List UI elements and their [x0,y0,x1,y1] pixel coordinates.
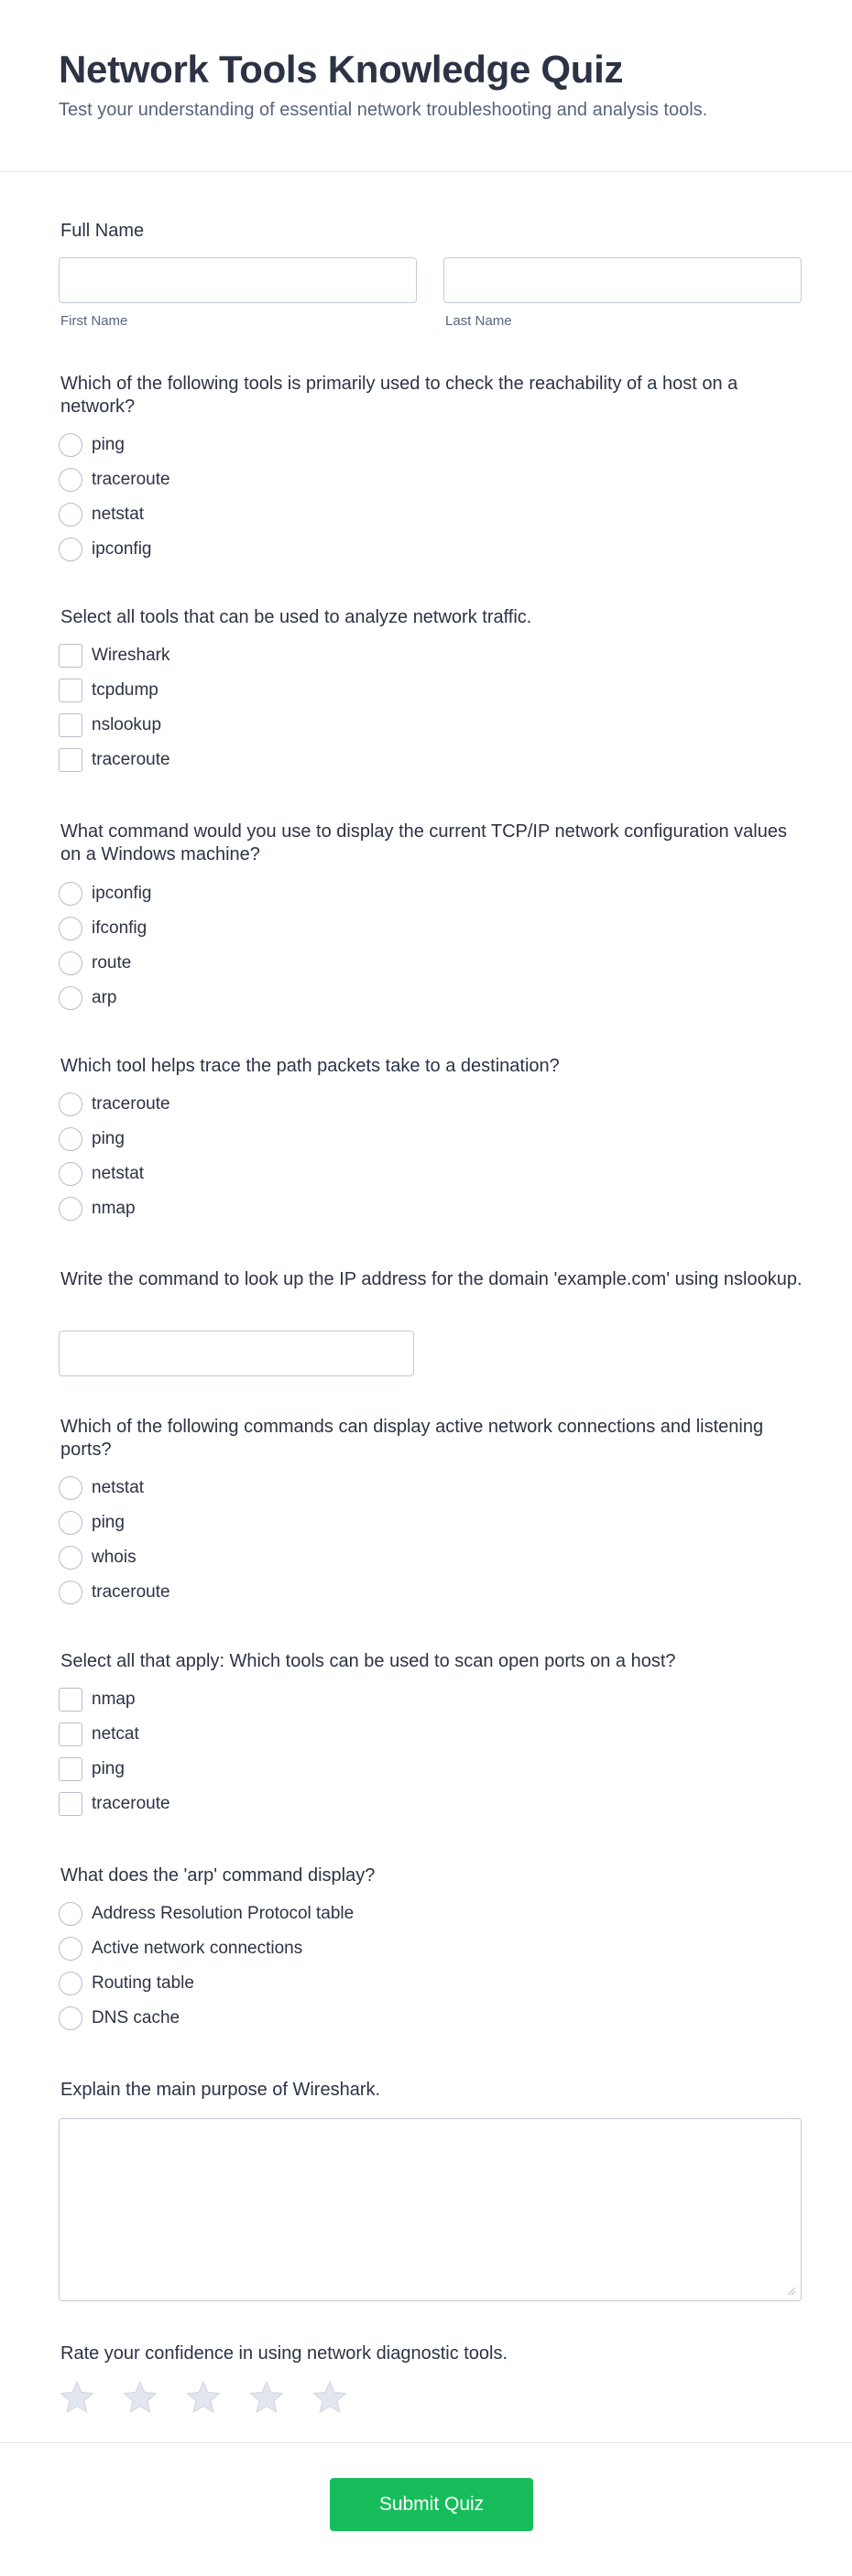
page-subtitle: Test your understanding of essential network troubleshooting and analysis tools. [59,100,708,120]
q8-option[interactable] [59,1935,302,1962]
checkbox[interactable] [59,1757,82,1781]
q8-option[interactable] [59,1970,194,1997]
option-label: ping [92,435,125,454]
checkbox[interactable] [59,1792,82,1816]
star-icon[interactable] [248,2379,285,2416]
checkbox[interactable] [59,748,82,772]
q6-option[interactable] [59,1544,137,1571]
q3-option[interactable] [59,950,131,977]
q6-option[interactable] [59,1579,170,1606]
q6-option[interactable] [59,1509,125,1537]
submit-button[interactable]: Submit Quiz [330,2478,533,2531]
form-footer [0,2442,852,2576]
radio-button[interactable] [59,1972,82,1995]
q1-option[interactable] [59,536,152,563]
option-label: ipconfig [92,539,152,559]
first-name-input[interactable] [59,257,417,303]
radio-button[interactable] [59,882,82,906]
radio-button[interactable] [59,1902,82,1926]
q7-option[interactable] [59,1755,125,1783]
radio-button[interactable] [59,2006,82,2030]
star-icon[interactable] [311,2379,348,2416]
question-5-label: Write the command to look up the IP address for the domain 'example.com' using nslookup. [60,1269,803,1289]
question-3-label: What command would you use to display the current TCP/IP network configuration values on a Windows machine? [60,821,787,864]
q2-option[interactable] [59,712,161,739]
option-label: ping [92,1129,125,1148]
q7-option[interactable] [59,1790,170,1818]
page-title: Network Tools Knowledge Quiz [59,48,624,91]
q4-option[interactable] [59,1160,144,1188]
q3-option[interactable] [59,915,147,942]
question-9-label: Explain the main purpose of Wireshark. [60,2080,381,2100]
nslookup-answer-input[interactable] [59,1331,414,1376]
last-name-sublabel: Last Name [445,313,512,329]
q7-option[interactable] [59,1686,136,1713]
star-icon[interactable] [122,2379,158,2416]
q8-option[interactable] [59,2005,180,2032]
question-8-label: What does the 'arp' command display? [60,1865,376,1886]
radio-button[interactable] [59,1162,82,1186]
option-label: traceroute [92,750,170,769]
q1-option[interactable] [59,501,144,528]
q6-option[interactable] [59,1474,144,1502]
q1-option[interactable] [59,431,125,459]
question-6-label: Which of the following commands can display active network connections and listening ports? [60,1417,764,1460]
q1-option[interactable] [59,466,170,494]
option-label: traceroute [92,1094,170,1114]
radio-button[interactable] [59,468,82,492]
checkbox[interactable] [59,1688,82,1712]
option-label: ping [92,1759,125,1778]
option-label: netstat [92,505,145,524]
option-label: ipconfig [92,884,152,903]
option-label: netstat [92,1164,145,1183]
option-label: netstat [92,1478,145,1497]
first-name-sublabel: First Name [60,313,128,329]
radio-button[interactable] [59,1127,82,1151]
q2-option[interactable] [59,677,158,704]
q3-option[interactable] [59,984,116,1012]
radio-button[interactable] [59,433,82,457]
question-10-label: Rate your confidence in using network diagnostic tools. [60,2343,508,2364]
option-label: nmap [92,1199,136,1218]
option-label: traceroute [92,1582,170,1602]
radio-button[interactable] [59,951,82,975]
option-label: route [92,953,132,973]
option-label: tcpdump [92,680,158,700]
radio-button[interactable] [59,1197,82,1221]
option-label: ifconfig [92,918,147,938]
radio-button[interactable] [59,538,82,561]
checkbox[interactable] [59,679,82,702]
radio-button[interactable] [59,986,82,1010]
checkbox[interactable] [59,1723,82,1746]
option-label: traceroute [92,1794,170,1813]
q4-option[interactable] [59,1195,136,1223]
full-name-label: Full Name [60,221,145,241]
checkbox[interactable] [59,713,82,737]
question-1-label: Which of the following tools is primarily used to check the reachability of a host on a network? [60,374,738,417]
star-rating [59,2379,370,2419]
radio-button[interactable] [59,1581,82,1604]
radio-button[interactable] [59,1937,82,1961]
form-header [0,0,852,172]
radio-button[interactable] [59,1092,82,1116]
q3-option[interactable] [59,880,152,908]
option-label: traceroute [92,470,170,489]
option-label: Active network connections [92,1939,303,1958]
option-label: arp [92,988,117,1007]
radio-button[interactable] [59,503,82,527]
checkbox[interactable] [59,644,82,668]
option-label: DNS cache [92,2008,180,2027]
radio-button[interactable] [59,1546,82,1570]
star-icon[interactable] [59,2379,95,2416]
radio-button[interactable] [59,1511,82,1535]
option-label: Wireshark [92,646,170,665]
quiz-form [0,172,852,2407]
radio-button[interactable] [59,1476,82,1500]
q7-option[interactable] [59,1721,139,1748]
q8-option[interactable] [59,1900,354,1928]
q4-option[interactable] [59,1125,125,1153]
option-label: ping [92,1513,125,1532]
wireshark-purpose-textarea[interactable] [59,2118,802,2301]
option-label: Address Resolution Protocol table [92,1904,355,1923]
star-icon[interactable] [185,2379,222,2416]
q2-option[interactable] [59,746,170,774]
question-2-label: Select all tools that can be used to analyze network traffic. [60,607,532,627]
q2-option[interactable] [59,642,170,669]
option-label: nmap [92,1690,136,1709]
option-label: Routing table [92,1973,194,1993]
last-name-input[interactable] [443,257,802,303]
option-label: netcat [92,1724,139,1744]
radio-button[interactable] [59,917,82,940]
option-label: whois [92,1548,137,1567]
question-4-label: Which tool helps trace the path packets take to a destination? [60,1056,560,1076]
resize-grip-icon[interactable] [787,2287,796,2296]
option-label: nslookup [92,715,162,734]
q4-option[interactable] [59,1091,170,1118]
question-7-label: Select all that apply: Which tools can be used to scan open ports on a host? [60,1651,676,1671]
